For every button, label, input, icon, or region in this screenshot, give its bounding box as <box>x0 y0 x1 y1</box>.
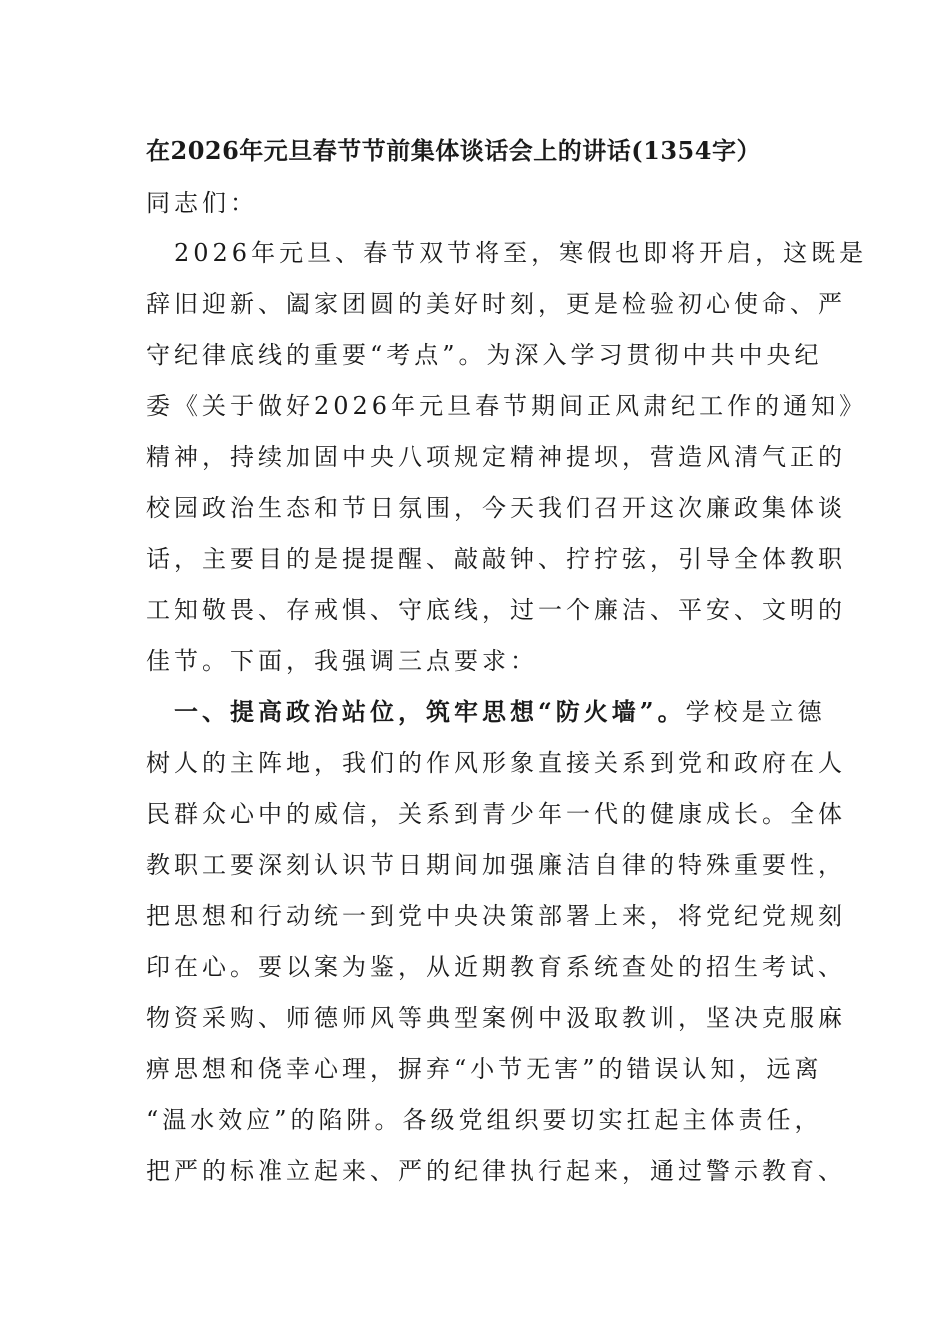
paragraph-line: 精神，持续加固中央八项规定精神提坝，营造风清气正的 <box>146 443 846 471</box>
paragraph-line: 树人的主阵地，我们的作风形象直接关系到党和政府在人 <box>146 749 846 777</box>
paragraph-line: 守纪律底线的重要“考点”。为深入学习贯彻中共中央纪 <box>146 341 823 369</box>
paragraph-line: 印在心。要以案为鉴，从近期教育系统查处的招生考试、 <box>146 953 846 981</box>
paragraph-line: 民群众心中的威信，关系到青少年一代的健康成长。全体 <box>146 800 846 828</box>
section-heading: 一、提高政治站位，筑牢思想“防火墙”。 <box>146 697 686 726</box>
paragraph-line: “温水效应”的陷阱。各级党组织要切实扛起主体责任， <box>146 1106 823 1134</box>
paragraph-line: 教职工要深刻认识节日期间加强廉洁自律的特殊重要性， <box>146 851 846 879</box>
paragraph-line: 痹思想和侥幸心理，摒弃“小节无害”的错误认知，远离 <box>146 1055 823 1083</box>
paragraph-line: 物资采购、师德师风等典型案例中汲取教训，坚决克服麻 <box>146 1004 846 1032</box>
paragraph-line: 话，主要目的是提提醒、敲敲钟、拧拧弦，引导全体教职 <box>146 545 846 573</box>
section-text: 学校是立德 <box>685 698 826 726</box>
paragraph-line: 校园政治生态和节日氛围，今天我们召开这次廉政集体谈 <box>146 494 846 522</box>
paragraph-line: 把严的标准立起来、严的纪律执行起来，通过警示教育、 <box>146 1157 846 1185</box>
salutation: 同志们： <box>146 189 258 217</box>
paragraph-line: 委《关于做好2026年元旦春节期间正风肃纪工作的通知》 <box>146 392 868 420</box>
paragraph-line: 工知敬畏、存戒惧、守底线，过一个廉洁、平安、文明的 <box>146 596 846 624</box>
document-title: 在2026年元旦春节节前集体谈话会上的讲话(1354字） <box>146 136 761 165</box>
paragraph-line: 佳节。下面，我强调三点要求： <box>146 647 538 675</box>
paragraph-line: 把思想和行动统一到党中央决策部署上来，将党纪党规刻 <box>146 902 846 930</box>
paragraph-line: 辞旧迎新、阖家团圆的美好时刻，更是检验初心使命、严 <box>146 290 846 318</box>
paragraph-line: 2026年元旦、春节双节将至，寒假也即将开启，这既是 <box>146 239 868 267</box>
section-heading-line <box>146 694 826 730</box>
